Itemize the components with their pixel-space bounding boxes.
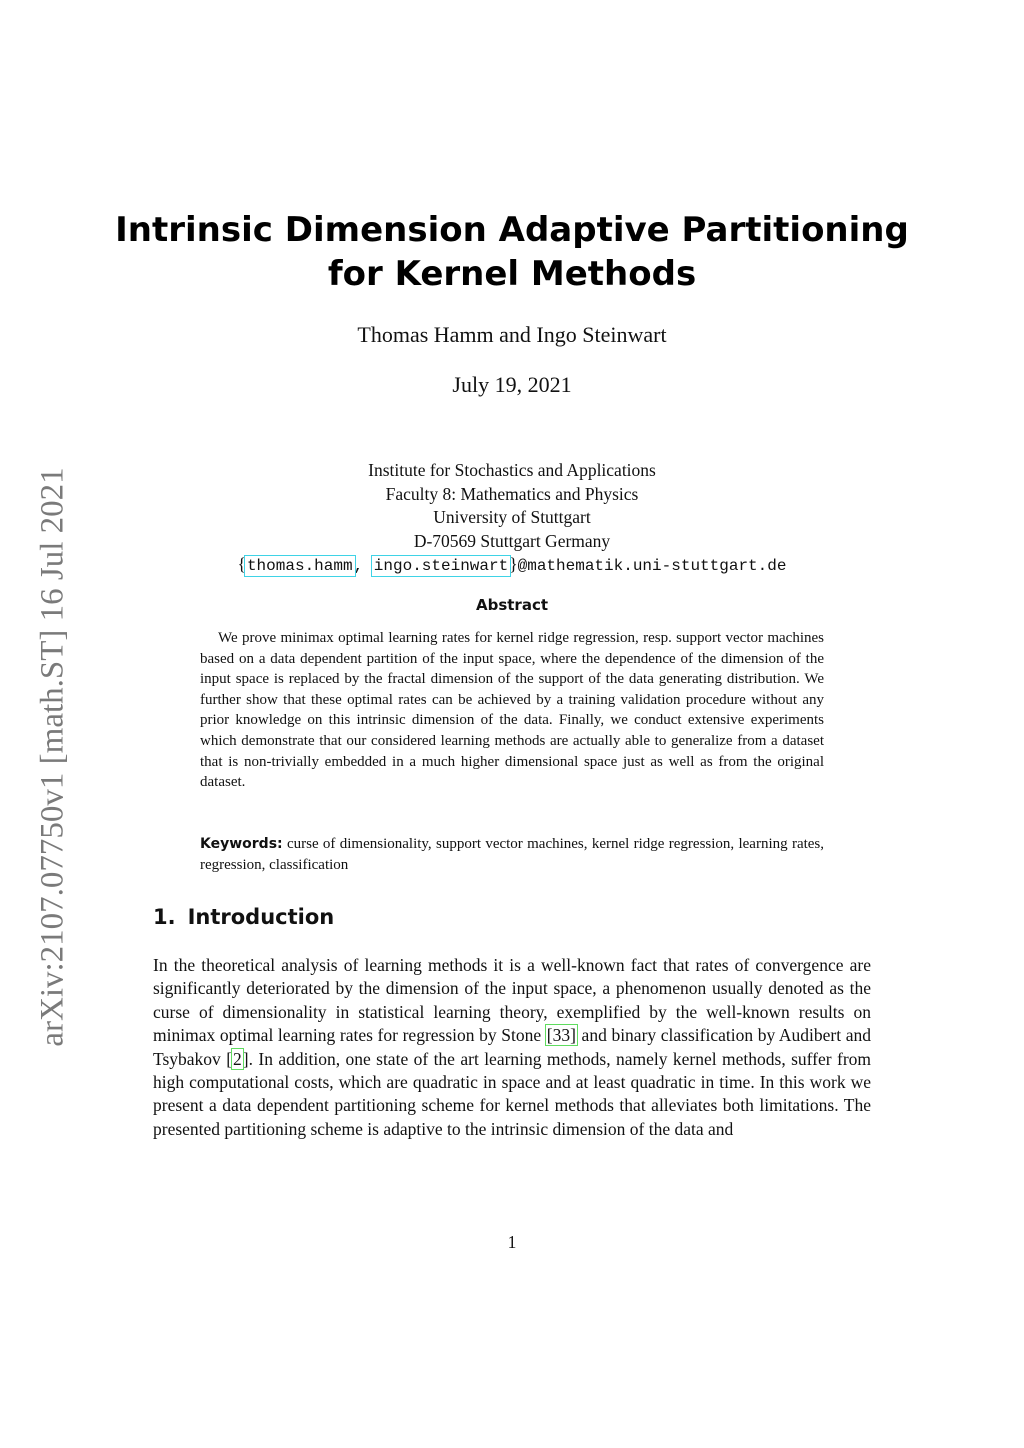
email-separator: , [353, 557, 373, 575]
email-link-ingo-steinwart[interactable]: ingo.steinwart [373, 557, 509, 575]
email-link-thomas-hamm[interactable]: thomas.hamm [246, 557, 353, 575]
section-title: Introduction [187, 905, 335, 929]
citation-link-33[interactable]: [33] [546, 1025, 576, 1046]
affiliation-block [0, 459, 1024, 579]
title-line-1: Intrinsic Dimension Adaptive Partitioning [115, 210, 909, 250]
intro-text-part-1: In the theoretical analysis of learning methods it is a well-known fact that rates of convergence are significantly deteriorated by the dimension of the input space, a phenomenon usually denoted as the curse of dimensionality in statistical learning theory, exemplified by the well-known results on minimax optimal learning rates for regression by Stone [153, 955, 871, 1046]
abstract-heading: Abstract [475, 596, 549, 614]
introduction-paragraph [153, 954, 871, 1141]
paper-title [0, 208, 1024, 296]
citation-bracket-open: [ [226, 1048, 233, 1069]
authors: Thomas Hamm and Ingo Steinwart [357, 322, 667, 347]
affiliation-line: Institute for Stochastics and Applications [368, 460, 656, 480]
affiliation-line: D-70569 Stuttgart Germany [413, 530, 611, 551]
abstract-text: We prove minimax optimal learning rates for kernel ridge regression, resp. support vector machines based on a data dependent partition of the input space, where the dependence of the dimension of the input space is replaced by the fractal dimension of the support of the data generating distribution. We further show that these optimal rates can be achieved by a training validation procedure without any prior knowledge on this intrinsic dimension of the data. Finally, we conduct extensive experiments which demonstrate that our considered learning methods are actually able to generalize from a dataset that is non-trivially embedded in a much higher dimensional space just as well as from the original dataset. [200, 630, 824, 791]
date: July 19, 2021 [452, 372, 572, 397]
email-domain: @mathematik.uni-stuttgart.de [517, 557, 787, 575]
email-brace-close: } [509, 554, 518, 574]
keywords-paragraph [200, 834, 824, 875]
keywords-label: Keywords: [200, 836, 283, 852]
section-number: 1. [153, 905, 176, 929]
page-number: 1 [507, 1232, 517, 1252]
keywords-text: curse of dimensionality, support vector machines, kernel ridge regression, learning rates, regression, classification [200, 836, 825, 873]
intro-text-part-3: . In addition, one state of the art learning methods, namely kernel methods, suffer from high computational costs, which are quadratic in space and at least quadratic in time. In this work we present a data dependent partitioning scheme for kernel methods that alleviates both limitations. The presented partitioning scheme is adaptive to the intrinsic dimension of the data and [153, 1048, 872, 1139]
citation-bracket-close: ] [242, 1048, 249, 1069]
email-brace-open: { [237, 554, 246, 574]
title-line-2: for Kernel Methods [327, 254, 697, 294]
arxiv-identifier-stamp: arXiv:2107.07750v1 [math.ST] 16 Jul 2021 [34, 467, 71, 1047]
affiliation-line: Faculty 8: Mathematics and Physics [385, 483, 639, 504]
affiliation-line: University of Stuttgart [433, 507, 591, 527]
citation-link-2[interactable]: 2 [233, 1048, 242, 1069]
email-line [0, 553, 1024, 579]
intro-text-part-2: and binary classification by Audibert and Tsybakov [153, 1025, 871, 1069]
section-heading-introduction [153, 905, 334, 929]
